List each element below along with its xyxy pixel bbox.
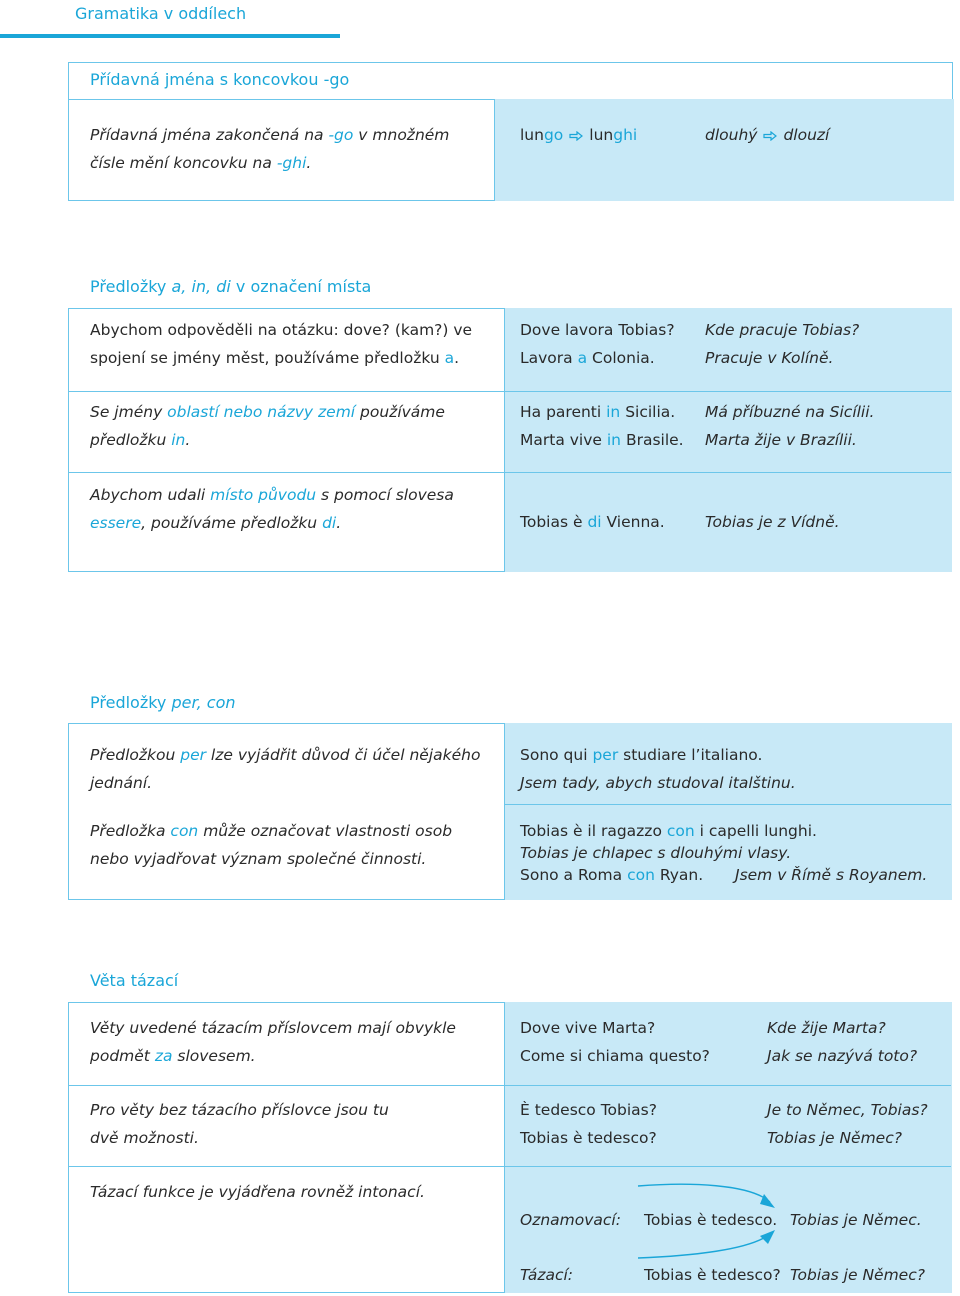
punct: .: [454, 349, 460, 367]
section-title-prepositions-per-con: [90, 693, 236, 712]
title-underline: [0, 34, 340, 38]
section-title-adjectives-go: Přídavná jména s koncovkou -go: [90, 70, 350, 89]
rule-origin-highlight: místo původu: [210, 486, 317, 504]
translation-line-2: Marta žije v Brazílii.: [705, 431, 857, 449]
example-1c: Vienna.: [601, 513, 665, 531]
example-per: [520, 741, 796, 797]
rule-line-1: Pro věty bez tázacího příslovce jsou tu: [90, 1101, 389, 1119]
example-czech: [767, 1096, 928, 1152]
word-za: za: [154, 1047, 173, 1065]
section-title-prepositions-a-in-di: [90, 277, 371, 296]
rule-origin-1c: s pomocí slovesa: [316, 486, 454, 504]
example-1c: studiare l’italiano.: [618, 746, 763, 764]
punct: .: [185, 431, 191, 449]
sentence-interrogative-it: Tobias è tedesco?: [644, 1266, 781, 1284]
example-3c: Ryan.: [654, 866, 704, 884]
word-lunghi-stem: lun: [589, 126, 614, 144]
sentence-declarative-cz: Tobias je Němec.: [790, 1211, 922, 1229]
rule-per-2: jednání.: [90, 774, 153, 792]
rule-per-1c: lze vyjádřit důvod či účel nějakého: [205, 746, 481, 764]
verb-essere: essere: [90, 514, 142, 532]
prep-in: in: [171, 431, 186, 449]
rule-cities: [90, 316, 472, 372]
translation-line-2: Jak se nazývá toto?: [767, 1047, 918, 1065]
sentence-interrogative-cz: Tobias je Němec?: [790, 1266, 925, 1284]
translation-line-1: Kde žije Marta?: [767, 1019, 886, 1037]
example-1a: Sono qui: [520, 746, 593, 764]
rule-suffix-ghi: -ghi: [276, 154, 307, 172]
word-lungo-suffix: go: [543, 126, 564, 144]
example-2c: Brasile.: [621, 431, 684, 449]
prep-in: in: [606, 431, 622, 449]
row-divider: [504, 804, 951, 805]
rule-con-1a: Předložka: [90, 822, 171, 840]
example-czech: [705, 398, 874, 454]
row-divider: [69, 1085, 951, 1086]
example-line-1: Dove vive Marta?: [520, 1019, 656, 1037]
prep-per: per: [180, 746, 206, 764]
prep-con: con: [627, 866, 655, 884]
example-czech: [767, 1014, 917, 1070]
rule-line-2a: podmět: [90, 1047, 155, 1065]
row-divider: [69, 1166, 951, 1167]
title-part-c: v označení místa: [230, 277, 372, 296]
rule-regions-highlight: oblastí nebo názvy zemí: [167, 403, 356, 421]
translation-line-2: Pracuje v Kolíně.: [705, 349, 834, 367]
prep-con: con: [170, 822, 199, 840]
example-1a: Tobias è il ragazzo: [520, 822, 667, 840]
prep-per: per: [592, 746, 619, 764]
example-italian: [520, 508, 665, 536]
prep-di: di: [322, 514, 337, 532]
prep-a: a: [444, 349, 455, 367]
example-italian: [520, 1014, 710, 1070]
rule-text: [90, 121, 449, 177]
arrow-right-icon: [763, 131, 777, 141]
prep-con: con: [666, 822, 695, 840]
rule-regions-2a: předložku: [90, 431, 172, 449]
example-line-2: Tobias è tedesco?: [520, 1129, 657, 1147]
translation-line: Jsem tady, abych studoval italštinu.: [520, 774, 796, 792]
example-line-2: Come si chiama questo?: [520, 1047, 710, 1065]
rule-question-words: [90, 1014, 456, 1070]
word-dlouzi: dlouzí: [783, 126, 830, 144]
label-interrogative: Tázací:: [520, 1266, 574, 1284]
word-lungo-stem: lun: [520, 126, 544, 144]
prep-di: di: [587, 513, 602, 531]
rule-origin-1a: Abychom udali: [90, 486, 211, 504]
example-czech: [705, 316, 859, 372]
rule-line-2: dvě možnosti.: [90, 1129, 199, 1147]
rule-con: [90, 817, 452, 873]
example-czech: [705, 121, 829, 149]
word-dlouhy: dlouhý: [705, 126, 758, 144]
label-declarative: Oznamovací:: [520, 1211, 621, 1229]
section-title-interrogative: Věta tázací: [90, 971, 179, 990]
rule-con-1c: může označovat vlastnosti osob: [198, 822, 453, 840]
example-1c: i capelli lunghi.: [694, 822, 817, 840]
rule-origin: [90, 481, 454, 537]
example-line-1: È tedesco Tobias?: [520, 1101, 657, 1119]
example-line-1: Dove lavora Tobias?: [520, 321, 675, 339]
example-italian: [520, 121, 637, 149]
row-divider: [69, 472, 951, 473]
translation-line-1: Má příbuzné na Sicílii.: [705, 403, 875, 421]
rule-origin-2b: , používáme předložku: [141, 514, 323, 532]
rule-line-2a: čísle mění koncovku na: [90, 154, 277, 172]
example-1c: Sicilia.: [620, 403, 676, 421]
rule-cities-line-1: Abychom odpověděli na otázku: dove? (kam?) ve: [90, 321, 473, 339]
row-divider: [69, 391, 951, 392]
page-title: Gramatika v oddílech: [75, 4, 247, 23]
rule-line-1a: Přídavná jména zakončená na: [90, 126, 329, 144]
example-2a: Marta vive: [520, 431, 607, 449]
intonation-arrows-icon: [630, 1180, 790, 1260]
punct: .: [336, 514, 342, 532]
example-3a: Sono a Roma: [520, 866, 628, 884]
sentence-declarative-it: Tobias è tedesco.: [644, 1211, 778, 1229]
examples-panel: [494, 99, 954, 201]
example-italian: [520, 1096, 657, 1152]
prep-a: a: [577, 349, 588, 367]
rule-per: [90, 741, 480, 797]
title-part-b: a, in, di: [171, 277, 231, 296]
example-line-2a: Lavora: [520, 349, 578, 367]
rule-regions-1c: používáme: [355, 403, 445, 421]
rule-regions: [90, 398, 445, 454]
translation-line: Tobias je chlapec s dlouhými vlasy.: [520, 844, 792, 862]
rule-con-2: nebo vyjadřovat význam společné činnosti.: [90, 850, 427, 868]
translation-rome: Jsem v Římě s Royanem.: [735, 866, 928, 884]
translation-line-1: Tobias je z Vídně.: [705, 513, 840, 531]
rule-regions-1a: Se jmény: [90, 403, 168, 421]
prep-in: in: [606, 403, 621, 421]
rule-per-1a: Předložkou: [90, 746, 181, 764]
rule-intonation: Tázací funkce je vyjádřena rovněž intonací.: [90, 1183, 425, 1201]
example-line-2c: Colonia.: [587, 349, 655, 367]
title-part-b: per, con: [171, 693, 236, 712]
arrow-right-icon: [569, 131, 583, 141]
rule-line-1: Věty uvedené tázacím příslovcem mají obvykle: [90, 1019, 456, 1037]
rule-suffix-go: -go: [328, 126, 354, 144]
rule-line-1c: v množném: [353, 126, 450, 144]
example-czech: [705, 508, 840, 536]
example-italian: [520, 398, 684, 454]
example-1a: Ha parenti: [520, 403, 607, 421]
translation-line-1: Kde pracuje Tobias?: [705, 321, 860, 339]
example-italian: [520, 316, 675, 372]
title-part-a: Předložky: [90, 277, 172, 296]
rule-line-2c: slovesem.: [172, 1047, 256, 1065]
translation-line-1: Je to Němec, Tobias?: [767, 1101, 928, 1119]
example-1a: Tobias è: [520, 513, 588, 531]
rule-line-2c: .: [306, 154, 312, 172]
translation-line-2: Tobias je Němec?: [767, 1129, 902, 1147]
rule-two-options: [90, 1096, 389, 1152]
word-lunghi-suffix: ghi: [613, 126, 638, 144]
title-part-a: Předložky: [90, 693, 172, 712]
rule-cities-line-2: spojení se jmény měst, používáme předložku: [90, 349, 445, 367]
